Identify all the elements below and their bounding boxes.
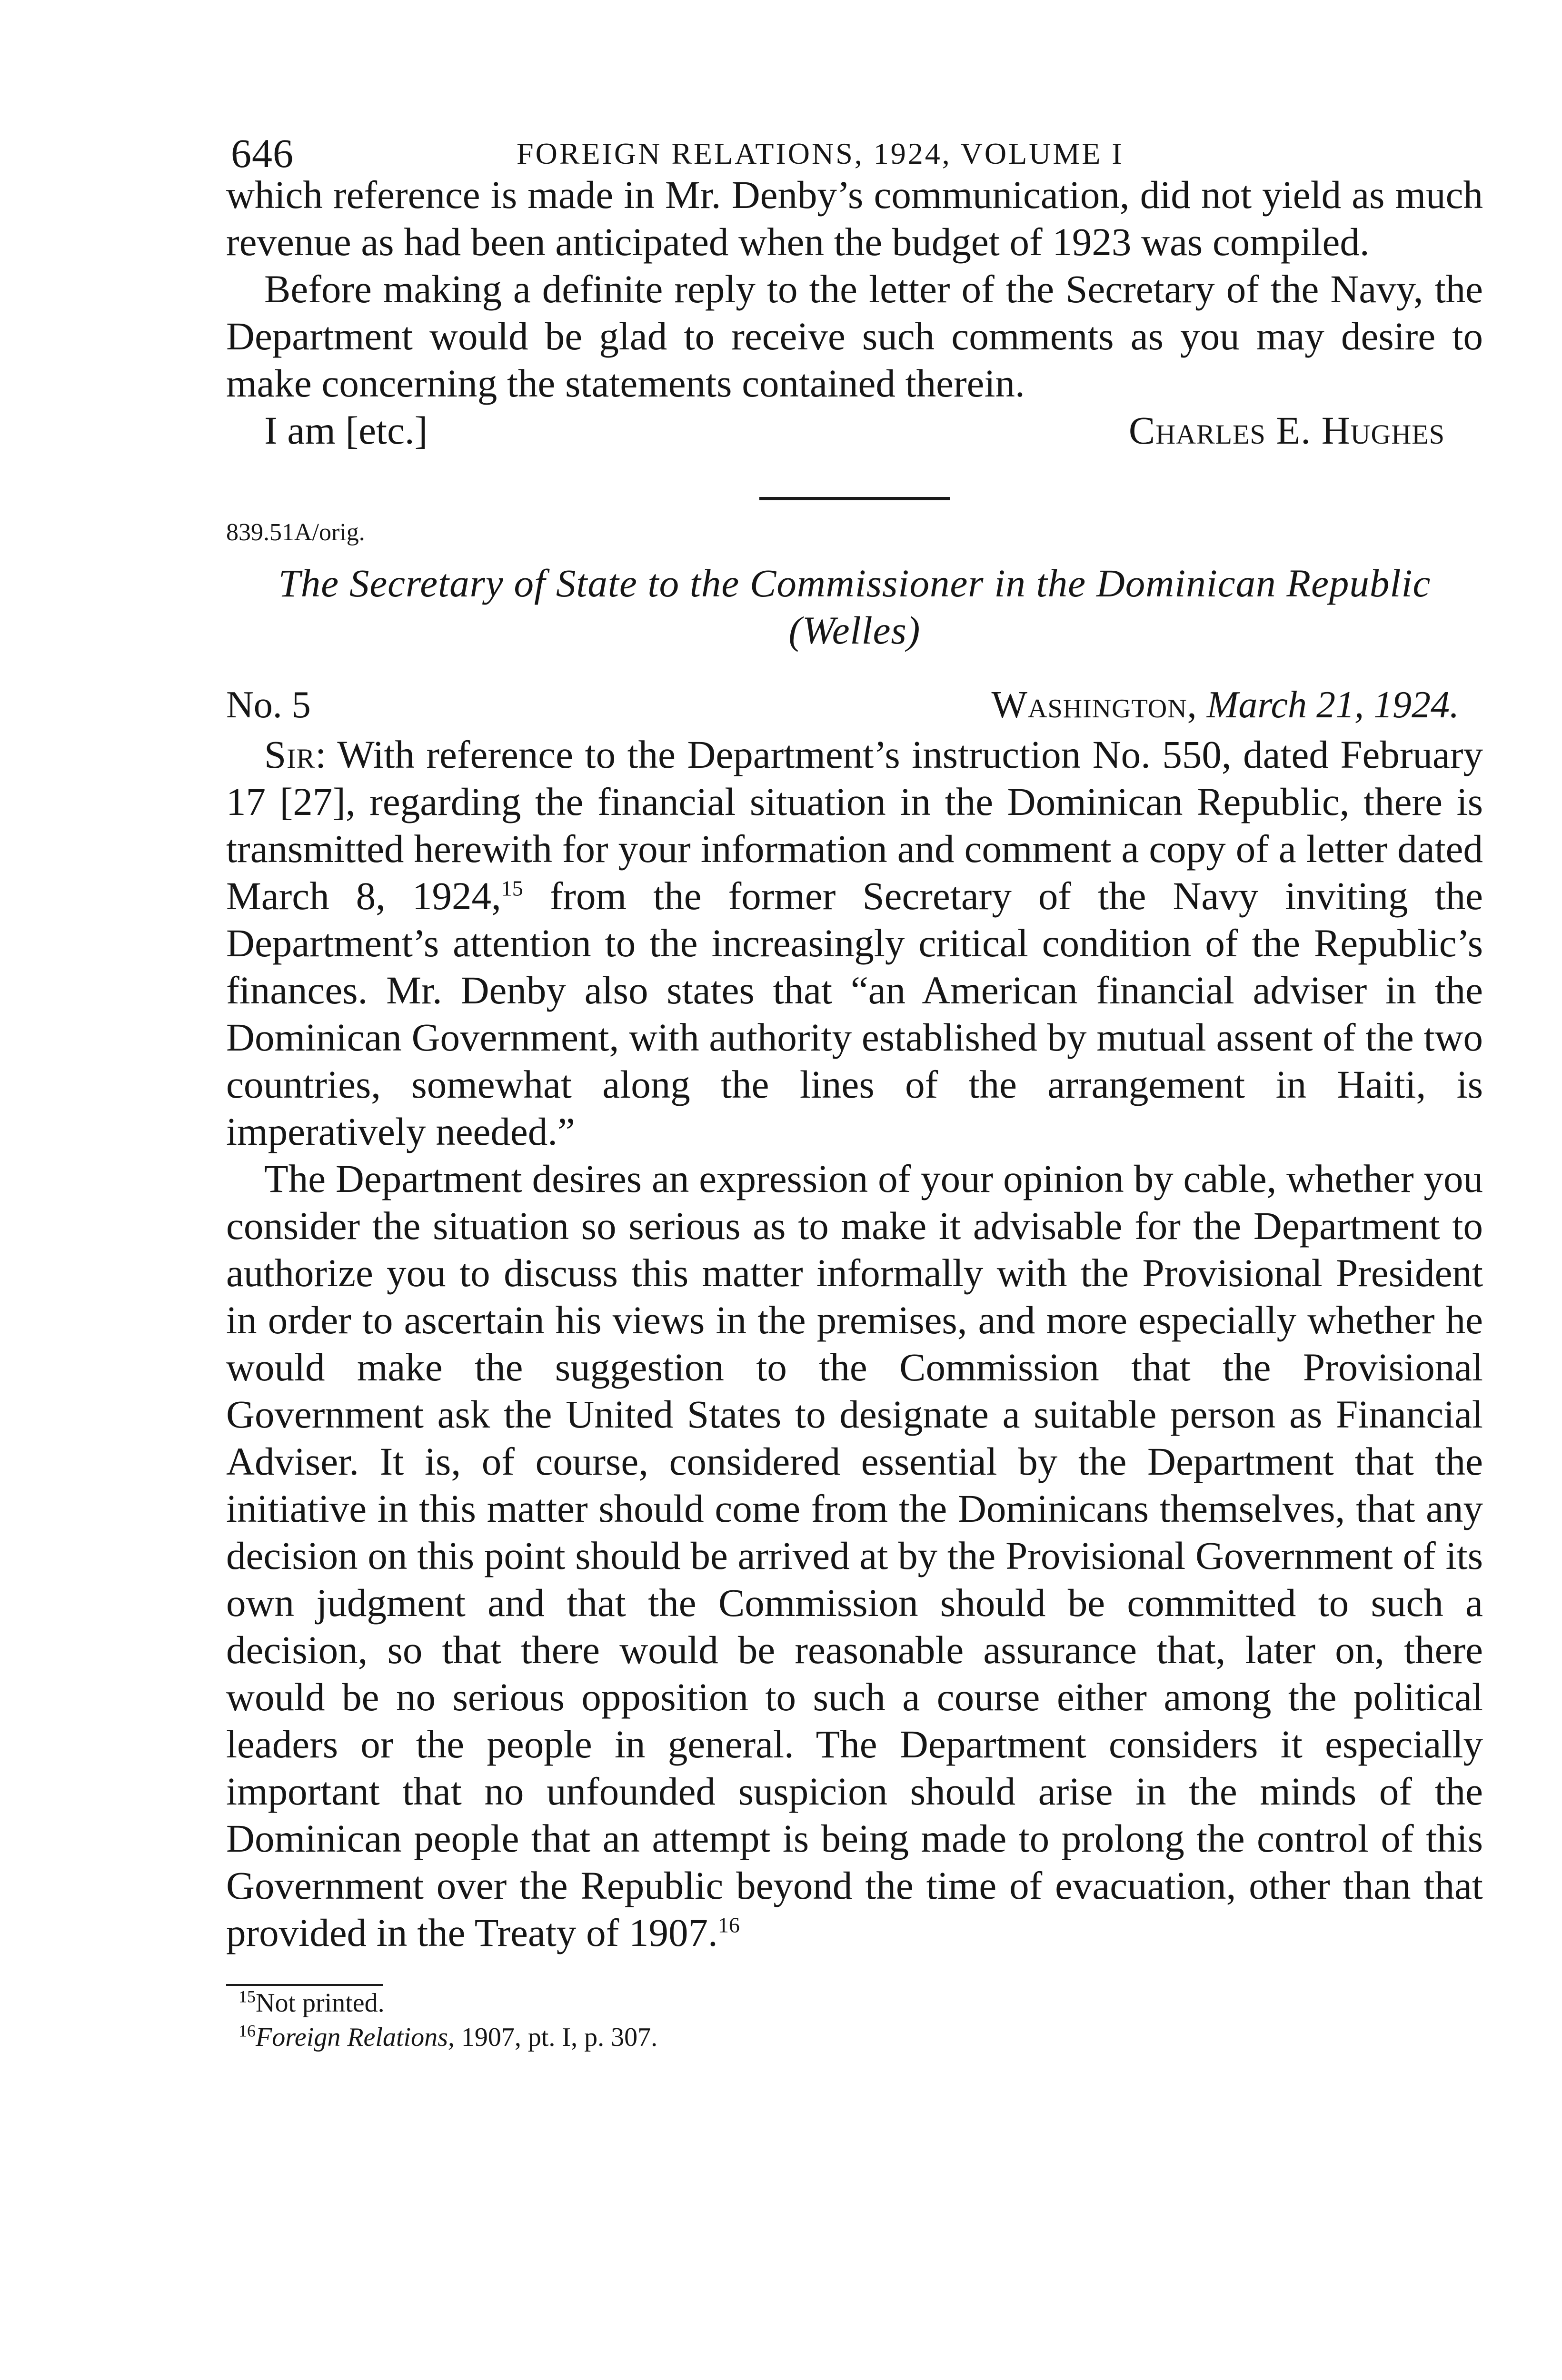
body-paragraph-1: [226, 731, 1483, 1155]
running-title: FOREIGN RELATIONS, 1924, VOLUME I: [517, 137, 1124, 170]
date: March 21, 1924.: [1206, 684, 1459, 726]
footnote-16: [239, 2020, 1483, 2054]
paragraph-1-part-a: : With reference to the Department’s instruction No. 550, dated February 17 [27], regarding the financial situation in the Dominican Republic, there is transmitted herewith for your information and comment a copy of a letter dated March 8, 1924,: [226, 733, 1483, 918]
body-paragraph-2: [226, 1155, 1483, 1956]
place-and-date: [992, 679, 1459, 731]
page-number: 646: [231, 130, 294, 176]
footnote-title: Foreign Relations,: [256, 2023, 455, 2052]
footnote-15: [239, 1986, 1483, 2020]
document-page: [226, 119, 1483, 2054]
document-title: The Secretary of State to the Commissioner in the Dominican Republic (Welles): [278, 561, 1431, 652]
signature: Charles E. Hughes: [1128, 408, 1445, 452]
paragraph-2-text: The Department desires an expression of your opinion by cable, whether you consider the situation so serious as to make it advisable for the Department to authorize you to discuss this matter informally with the Provisional President in order to ascertain his views in the premises, and more especially whether he would make the suggestion to the Commission that the Provisional Government ask the United States to designate a suitable person as Financial Adviser. It is, of course, considered essential by the Department that the initiative in this matter should come from the Dominicans themselves, that any decision on this point should be arrived at by the Provisional Government of its own judgment and that the Commission should be committed to such a decision, so that there would be reasonable assurance that, later on, there would be no serious opposition to such a course either among the political leaders or the people in general. The Department considers it especially important that no unfounded suspicion should arise in the minds of the Dominican people that an attempt is being made to prolong the control of this Government over the Republic beyond the time of evacuation, other than that provided in the Treaty of 1907.: [226, 1157, 1483, 1954]
closing-row: [226, 407, 1483, 454]
dateline: [226, 679, 1483, 731]
salutation: Sir: [264, 733, 316, 776]
footnote-ref-15: 15: [501, 876, 523, 901]
file-number: 839.51A/orig.: [226, 519, 365, 546]
footnote-ref-16: 16: [717, 1913, 740, 1937]
footnote-text: 1907, pt. I, p. 307.: [454, 2023, 658, 2052]
footnote-text: Not printed.: [256, 1988, 385, 2018]
footnote-number: 16: [239, 2021, 256, 2041]
instruction-number: No. 5: [226, 684, 311, 726]
section-divider: [759, 497, 950, 500]
previous-paragraph-2: Before making a definite reply to the letter of the Secretary of the Navy, the Department would be glad to receive such comments as you may desire to make concerning the statements contained therein.: [226, 267, 1483, 405]
continued-paragraph: which reference is made in Mr. Denby’s communication, did not yield as much revenue as had been anticipated when the budget of 1923 was compiled.: [226, 173, 1483, 264]
paragraph-1-part-b: from the former Secretary of the Navy inviting the Department’s attention to the increasingly critical condition of the Republic’s finances. Mr. Denby also states that “an American financial adviser in the Dominican Government, with authority established by mutual assent of the two countries, somewhat along the lines of the arrangement in Haiti, is imperatively needed.”: [226, 874, 1483, 1153]
place: Washington,: [991, 684, 1197, 726]
footnote-number: 15: [239, 1987, 256, 2006]
page-header: [226, 119, 1483, 176]
closing-text: I am [etc.]: [264, 408, 428, 452]
